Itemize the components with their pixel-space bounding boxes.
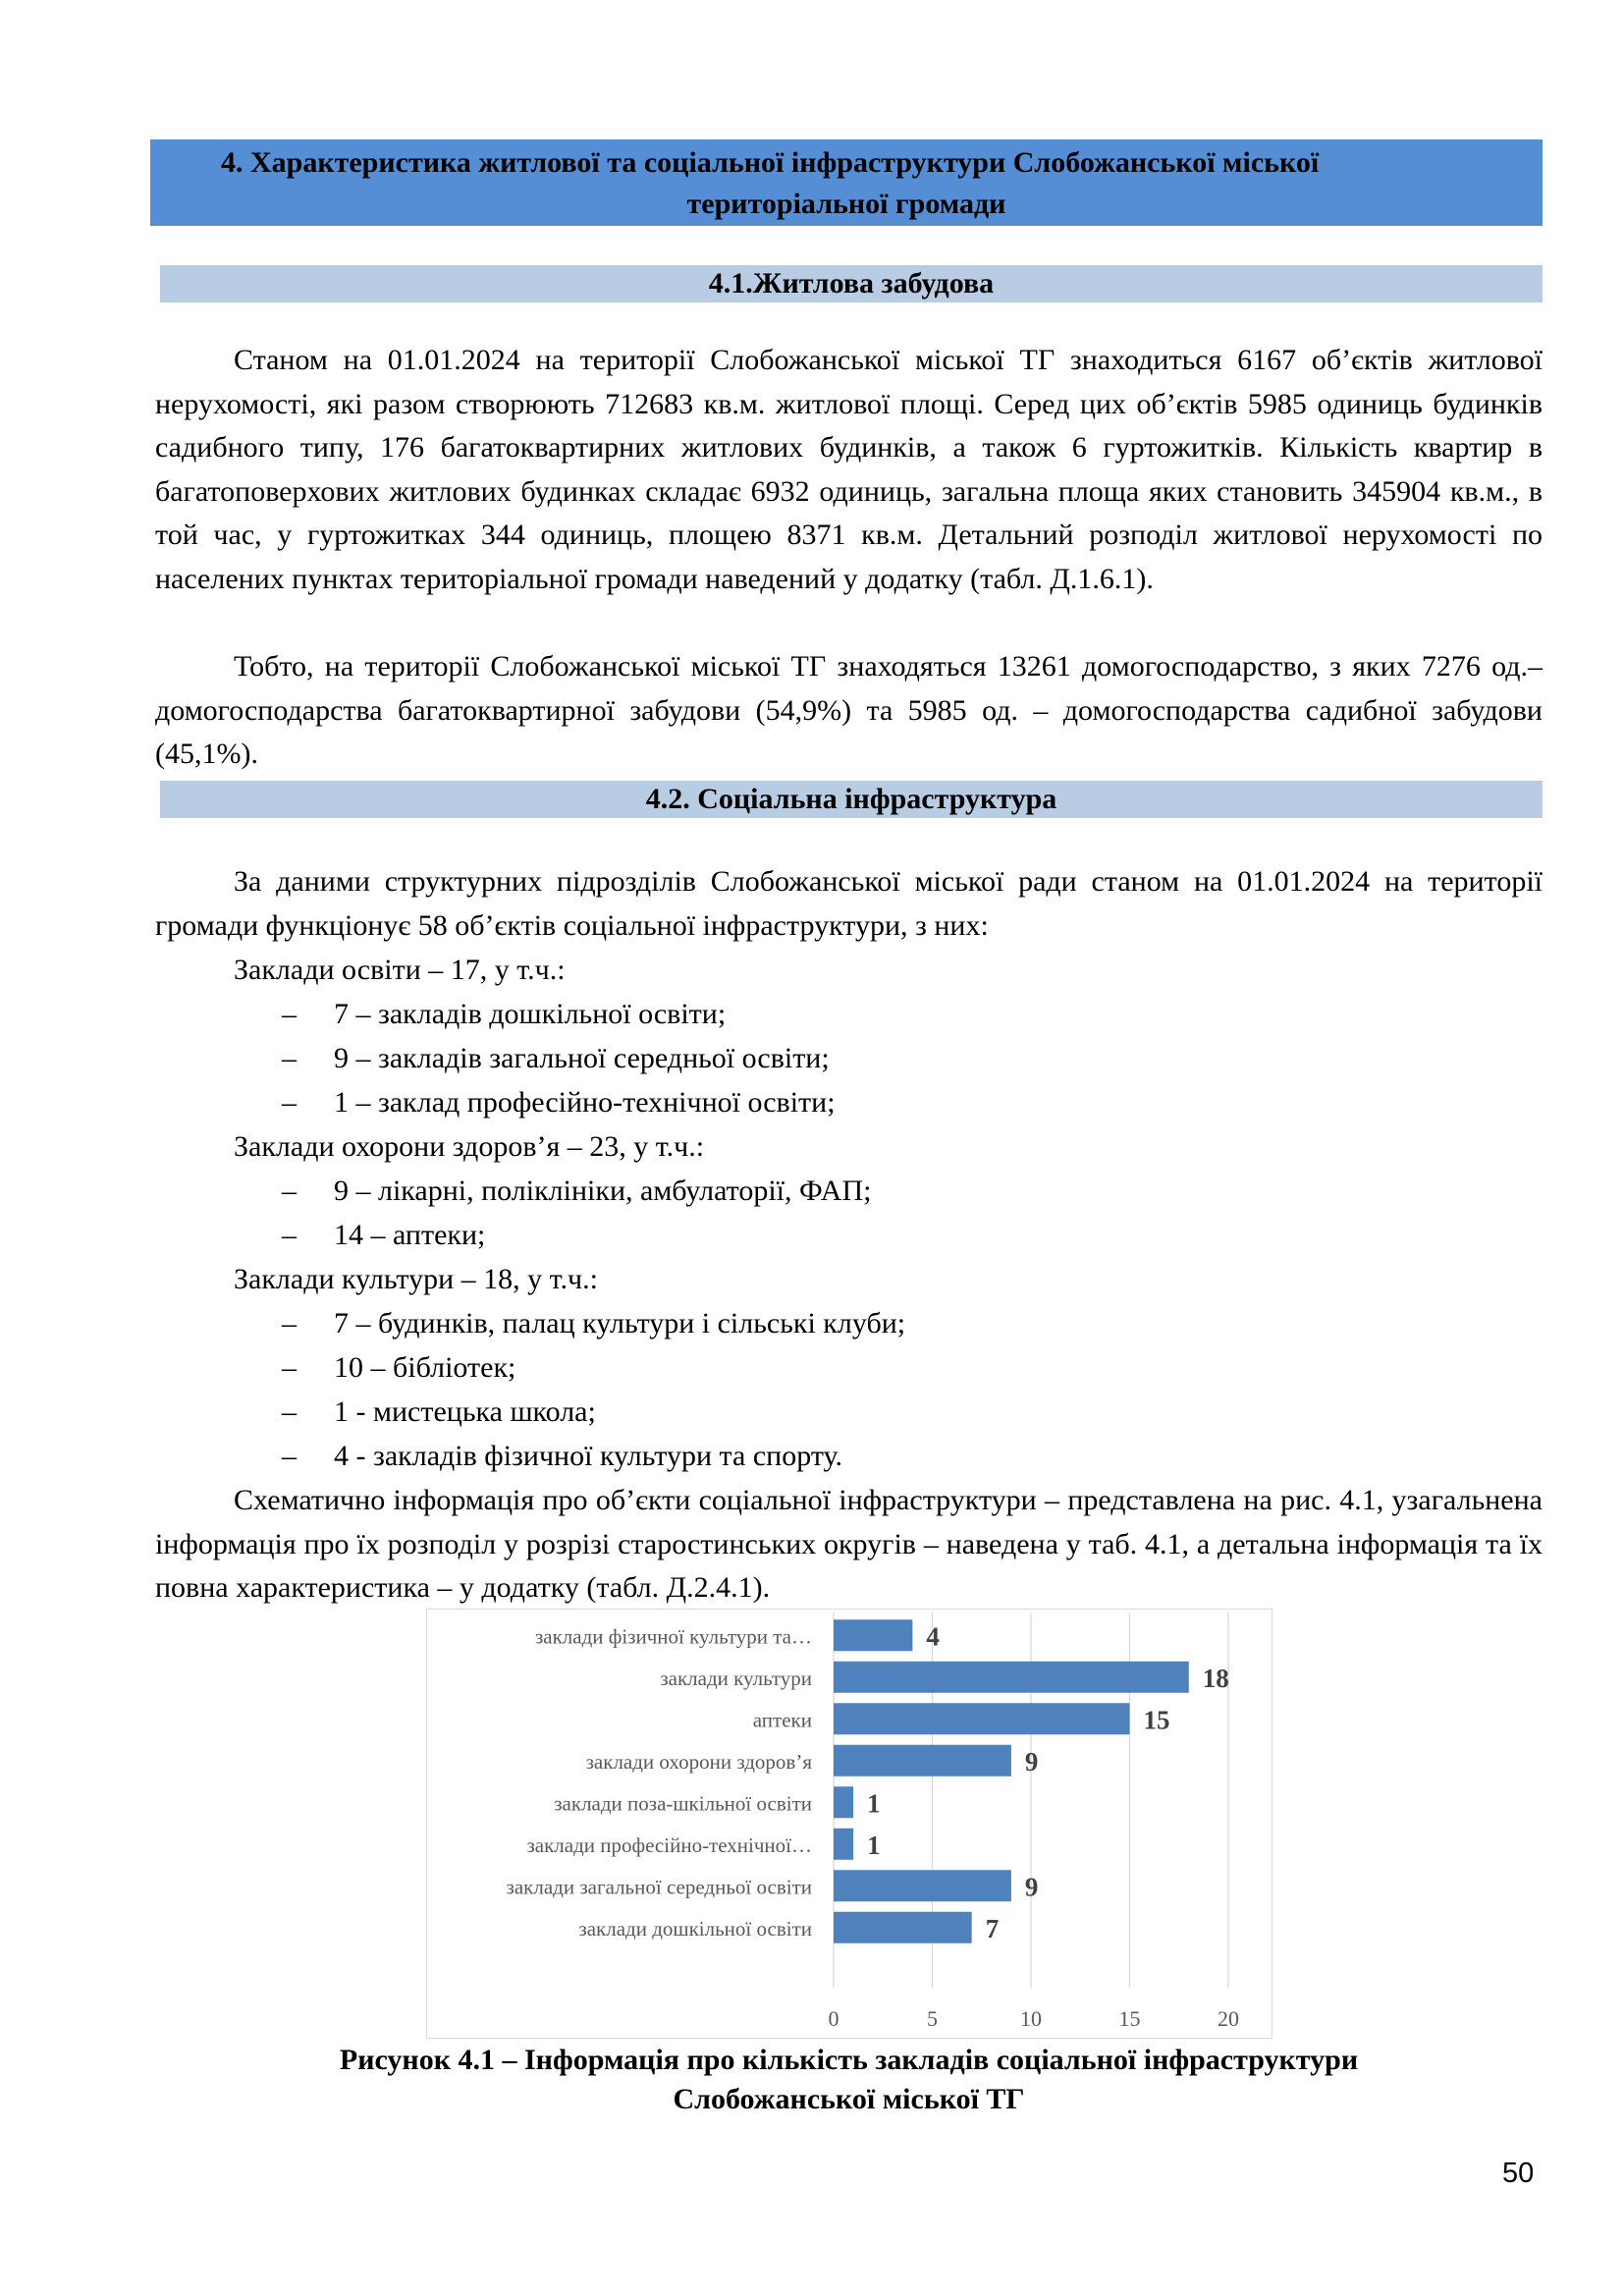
- x-tick-label: 10: [1020, 2006, 1042, 2031]
- list-dash: –: [282, 998, 297, 1030]
- category-label: заклади поза-шкільної освіти: [554, 1791, 812, 1816]
- list-dash: –: [282, 1086, 297, 1119]
- category-label: заклади охорони здоров’я: [585, 1749, 812, 1774]
- section-heading-line1: 4. Характеристика житлової та соціальної інфраструктури Слобожанської міської: [221, 146, 1320, 179]
- bar: [834, 1662, 1189, 1693]
- section-heading-line2: територіальної громади: [686, 188, 1006, 220]
- list-item: 7 – закладів дошкільної освіти;: [334, 998, 727, 1030]
- category-label: заклади дошкільної освіти: [578, 1916, 812, 1941]
- subsection-heading-social: 4.2. Соціальна інфраструктура: [160, 781, 1543, 818]
- list-dash: –: [282, 1175, 297, 1207]
- category-label: заклади професійно-технічної…: [526, 1832, 812, 1857]
- category-label: аптеки: [752, 1708, 812, 1732]
- page-number: 50: [1502, 2158, 1535, 2189]
- subsection-heading-housing: 4.1.Житлова забудова: [160, 265, 1543, 302]
- housing-paragraph-1: Станом на 01.01.2024 на території Слобожанської міської ТГ знаходиться 6167 об’єктів житлової нерухомості, які разом створюють 712683 кв.м. житлової площі. Серед цих об’єктів 5985 одиниць будинків садибного типу, 176 багатоквартирних житлових будинків, а також 6 гуртожитків. Кількість квартир в багатоповерхових житлових будинках складає 6932 одиниць, загальна площа яких становить 345904 кв.м., в той час, у гуртожитках 344 одиниць, площею 8371 кв.м. Детальний розподіл житлової нерухомості по населених пунктах територіальної громади наведений у додатку (табл. Д.1.6.1).: [155, 344, 1543, 595]
- culture-heading: Заклади культури – 18, у т.ч.:: [234, 1263, 598, 1295]
- list-item: 4 - закладів фізичної культури та спорту.: [334, 1440, 843, 1472]
- data-label: 4: [926, 1621, 940, 1652]
- figure-caption-line2: Слобожанської міської ТГ: [673, 2083, 1025, 2115]
- bar: [834, 1703, 1130, 1734]
- x-tick-label: 20: [1218, 2006, 1239, 2031]
- x-tick-label: 0: [828, 2006, 839, 2031]
- bar: [834, 1829, 853, 1860]
- bar: [834, 1745, 1011, 1777]
- list-dash: –: [282, 1042, 297, 1074]
- category-label: заклади культури: [660, 1666, 812, 1690]
- data-label: 15: [1143, 1705, 1170, 1735]
- x-tick-label: 15: [1118, 2006, 1141, 2031]
- bar: [834, 1912, 972, 1943]
- list-item: 1 - мистецька школа;: [334, 1395, 596, 1428]
- summary-paragraph: Схематично інформація про об’єкти соціальної інфраструктури – представлена на рис. 4.1, узагальнена інформація про їх розподіл у розрізі старостинських округів – наведена у таб. 4.1, а детальна інформація та їх повна характеристика – у додатку (табл. Д.2.4.1).: [155, 1484, 1543, 1604]
- social-intro-paragraph: За даними структурних підрозділів Слобожанської міської ради станом на 01.01.2024 на території громади функціонує 58 об’єктів соціальної інфраструктури, з них:: [155, 865, 1543, 942]
- health-heading: Заклади охорони здоров’я – 23, у т.ч.:: [234, 1130, 705, 1163]
- figure-caption-line1: Рисунок 4.1 – Інформація про кількість закладів соціальної інфраструктури: [339, 2044, 1359, 2076]
- list-item: 14 – аптеки;: [334, 1219, 486, 1251]
- bar: [834, 1619, 912, 1651]
- list-item: 9 – лікарні, поліклініки, амбулаторії, ФАП;: [334, 1175, 872, 1207]
- list-item: 7 – будинків, палац культури і сільські клуби;: [334, 1307, 906, 1339]
- list-item: 1 – заклад професійно-технічної освіти;: [334, 1086, 836, 1119]
- list-dash: –: [282, 1440, 297, 1472]
- list-dash: –: [282, 1395, 297, 1428]
- data-label: 1: [867, 1788, 881, 1819]
- bar: [834, 1870, 1011, 1901]
- category-label: заклади фізичної культури та…: [534, 1624, 812, 1649]
- data-label: 1: [867, 1830, 881, 1860]
- data-label: 7: [985, 1913, 1000, 1943]
- bar-chart: [426, 1609, 1272, 2039]
- section-heading: [150, 139, 1543, 226]
- data-label: 9: [1024, 1746, 1039, 1777]
- data-label: 18: [1202, 1663, 1229, 1693]
- data-label: 9: [1024, 1872, 1039, 1902]
- housing-paragraph-2: Тобто, на території Слобожанської міської ТГ знаходяться 13261 домогосподарство, з яких 7276 од.– домогосподарства багатоквартирної забудови (54,9%) та 5985 од. – домогосподарства садибної забудови (45,1%).: [155, 650, 1543, 770]
- x-tick-label: 5: [927, 2006, 938, 2031]
- list-item: 9 – закладів загальної середньої освіти;: [334, 1042, 830, 1074]
- bar-chart-svg: [427, 1610, 1273, 2040]
- list-item: 10 – бібліотек;: [334, 1351, 516, 1384]
- list-dash: –: [282, 1219, 297, 1251]
- list-dash: –: [282, 1351, 297, 1384]
- education-heading: Заклади освіти – 17, у т.ч.:: [234, 954, 566, 986]
- category-label: заклади загальної середньої освіти: [506, 1875, 812, 1899]
- list-dash: –: [282, 1307, 297, 1339]
- bar: [834, 1786, 853, 1818]
